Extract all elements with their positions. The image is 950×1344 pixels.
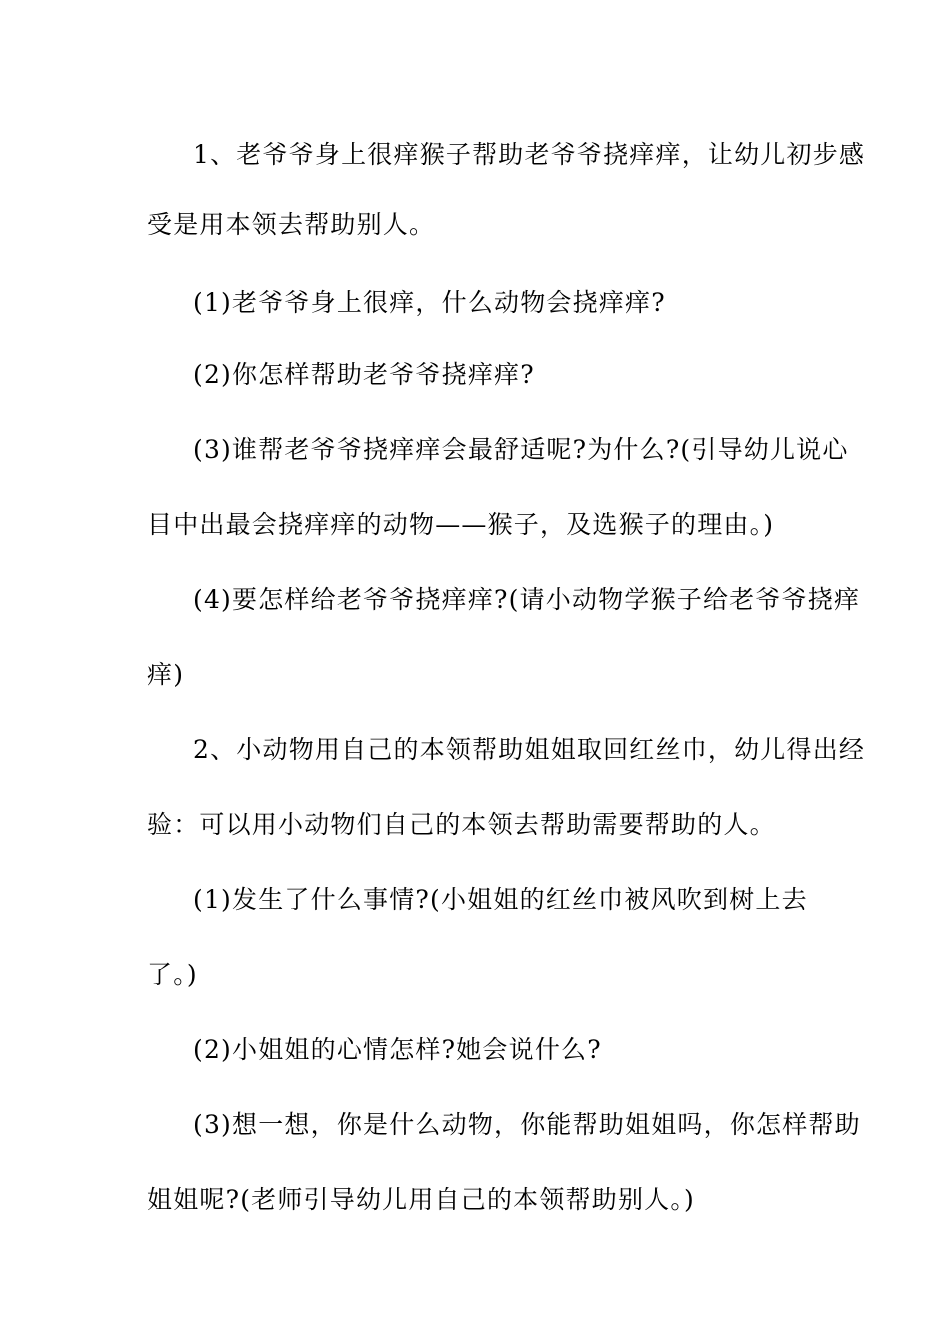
text-line-2: 受是用本领去帮助别人。 (147, 210, 436, 239)
text-line-14: (3)想一想，你是什么动物，你能帮助姐姐吗，你怎样帮助 (193, 1110, 861, 1139)
text-line-7: (4)要怎样给老爷爷挠痒痒?(请小动物学猴子给老爷爷挠痒 (193, 585, 861, 614)
text-line-15: 姐姐呢?(老师引导幼儿用自己的本领帮助别人。) (147, 1185, 696, 1214)
text-line-3: (1)老爷爷身上很痒，什么动物会挠痒痒? (193, 288, 666, 317)
text-line-10: 验：可以用小动物们自己的本领去帮助需要帮助的人。 (147, 810, 776, 839)
text-line-9: 2、小动物用自己的本领帮助姐姐取回红丝巾，幼儿得出经 (193, 735, 866, 764)
text-line-13: (2)小姐姐的心情怎样?她会说什么? (193, 1035, 602, 1064)
text-line-11: (1)发生了什么事情?(小姐姐的红丝巾被风吹到树上去 (193, 885, 808, 914)
text-line-4: (2)你怎样帮助老爷爷挠痒痒? (193, 360, 535, 389)
text-line-1: 1、老爷爷身上很痒猴子帮助老爷爷挠痒痒，让幼儿初步感 (193, 140, 866, 169)
text-line-8: 痒) (147, 660, 185, 689)
text-line-12: 了。) (147, 960, 198, 989)
text-line-5: (3)谁帮老爷爷挠痒痒会最舒适呢?为什么?(引导幼儿说心 (193, 435, 849, 464)
text-line-6: 目中出最会挠痒痒的动物——猴子，及选猴子的理由。) (147, 510, 775, 539)
